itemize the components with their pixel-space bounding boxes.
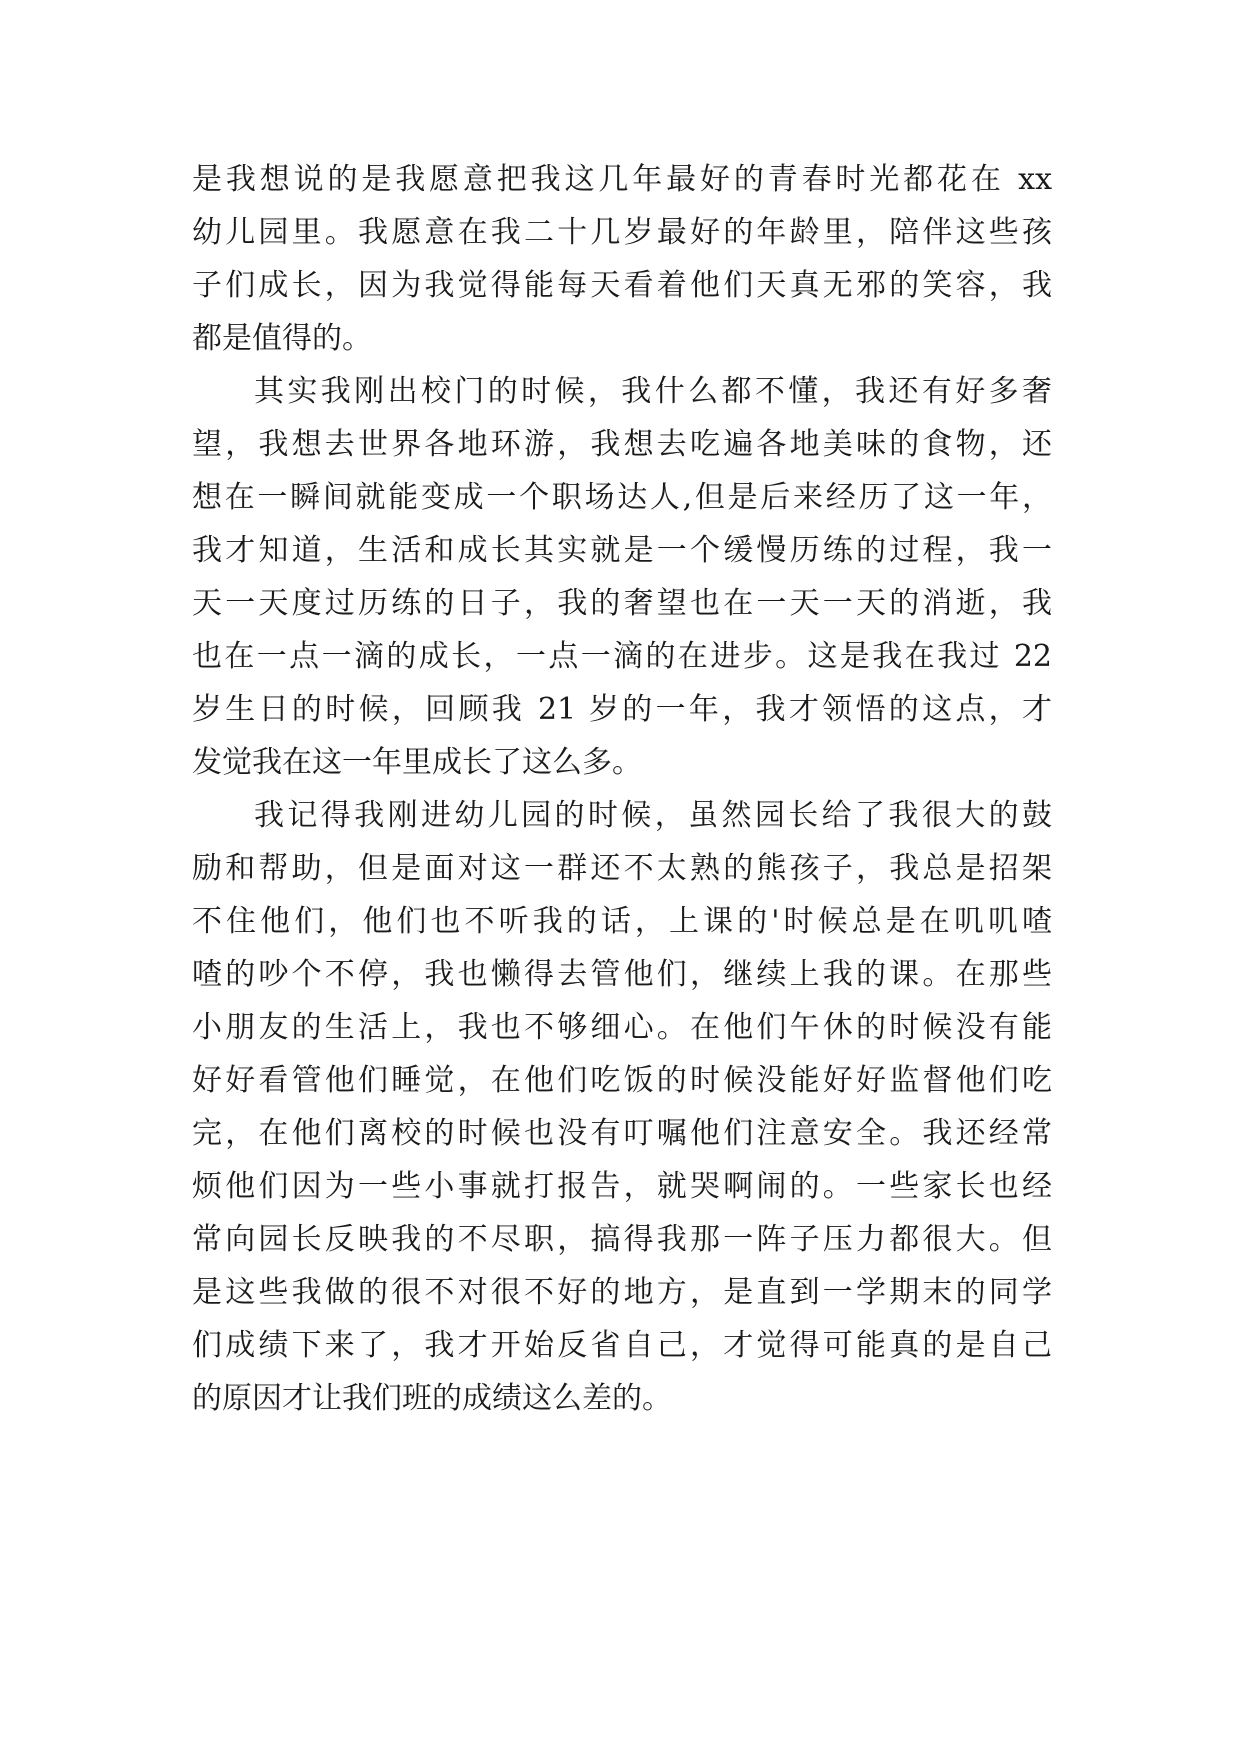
text-line: 也在一点一滴的成长，一点一滴的在进步。这是我在我过 22: [192, 639, 1052, 674]
text-line: 是我想说的是我愿意把我这几年最好的青春时光都花在 xx: [192, 162, 1052, 197]
text-line: 好好看管他们睡觉，在他们吃饭的时候没能好好监督他们吃: [192, 1063, 1052, 1098]
text-line: 我才知道，生活和成长其实就是一个缓慢历练的过程，我一: [192, 533, 1052, 568]
text-line: 烦他们因为一些小事就打报告，就哭啊闹的。一些家长也经: [192, 1169, 1052, 1204]
text-line: 小朋友的生活上，我也不够细心。在他们午休的时候没有能: [192, 1010, 1052, 1045]
text-line: 天一天度过历练的日子，我的奢望也在一天一天的消逝，我: [192, 586, 1052, 621]
text-line: 发觉我在这一年里成长了这么多。: [192, 745, 642, 780]
paragraph-first-line: 其实我刚出校门的时候，我什么都不懂，我还有好多奢: [254, 374, 1052, 409]
text-line: 都是值得的。: [192, 321, 372, 356]
text-line: 们成绩下来了，我才开始反省自己，才觉得可能真的是自己: [192, 1328, 1052, 1363]
text-line: 子们成长，因为我觉得能每天看着他们天真无邪的笑容，我: [192, 268, 1052, 303]
text-line: 完，在他们离校的时候也没有叮嘱他们注意安全。我还经常: [192, 1116, 1052, 1151]
text-line: 的原因才让我们班的成绩这么差的。: [192, 1381, 672, 1416]
paragraph-first-line: 我记得我刚进幼儿园的时候，虽然园长给了我很大的鼓: [254, 798, 1052, 833]
text-line: 不住他们，他们也不听我的话，上课的'时候总是在叽叽喳: [192, 904, 1052, 939]
text-line: 岁生日的时候，回顾我 21 岁的一年，我才领悟的这点，才: [192, 692, 1052, 727]
text-line: 幼儿园里。我愿意在我二十几岁最好的年龄里，陪伴这些孩: [192, 215, 1052, 250]
text-line: 想在一瞬间就能变成一个职场达人,但是后来经历了这一年，: [192, 480, 1052, 515]
text-line: 喳的吵个不停，我也懒得去管他们，继续上我的课。在那些: [192, 957, 1052, 992]
text-line: 常向园长反映我的不尽职，搞得我那一阵子压力都很大。但: [192, 1222, 1052, 1257]
text-line: 是这些我做的很不对很不好的地方，是直到一学期末的同学: [192, 1275, 1052, 1310]
text-line: 励和帮助，但是面对这一群还不太熟的熊孩子，我总是招架: [192, 851, 1052, 886]
text-line: 望，我想去世界各地环游，我想去吃遍各地美味的食物，还: [192, 427, 1052, 462]
